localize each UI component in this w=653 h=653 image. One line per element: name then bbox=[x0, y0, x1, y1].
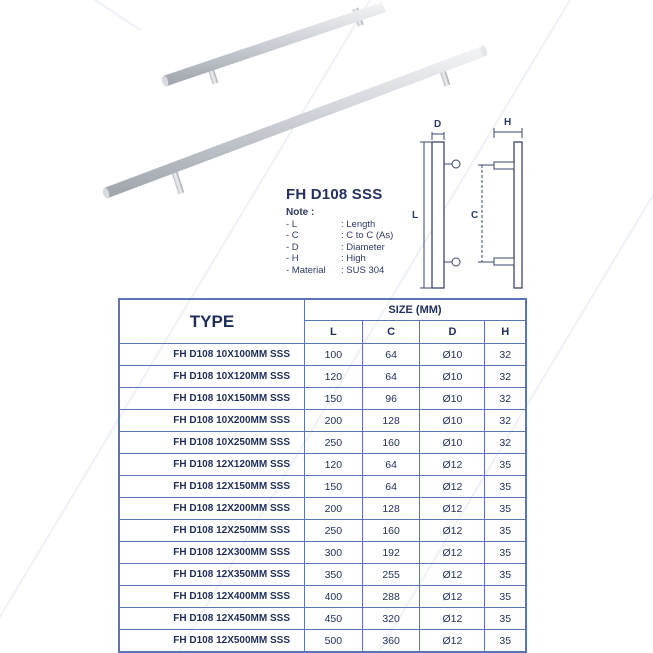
cell-d: Ø12 bbox=[420, 630, 485, 653]
cell-h: 32 bbox=[485, 410, 526, 432]
cell-h: 32 bbox=[485, 432, 526, 454]
table-row bbox=[119, 410, 526, 432]
cell-h: 32 bbox=[485, 388, 526, 410]
column-header-l: L bbox=[305, 321, 363, 344]
note-row bbox=[286, 265, 393, 277]
note-row bbox=[286, 242, 393, 254]
cell-h: 35 bbox=[485, 586, 526, 608]
cell-h: 32 bbox=[485, 344, 526, 366]
cell-c: 128 bbox=[362, 498, 420, 520]
note-row bbox=[286, 253, 393, 265]
table-row bbox=[119, 542, 526, 564]
cell-c: 64 bbox=[362, 454, 420, 476]
cell-d: Ø12 bbox=[420, 476, 485, 498]
cell-d: Ø12 bbox=[420, 608, 485, 630]
cell-l: 250 bbox=[305, 432, 363, 454]
handle-small bbox=[160, 2, 386, 87]
cell-h: 35 bbox=[485, 564, 526, 586]
cell-l: 150 bbox=[305, 476, 363, 498]
note-key: - Material bbox=[286, 264, 326, 276]
cell-c: 360 bbox=[362, 630, 420, 653]
table-row bbox=[119, 586, 526, 608]
column-header-c: C bbox=[362, 321, 420, 344]
cell-d: Ø10 bbox=[420, 366, 485, 388]
cell-l: 300 bbox=[305, 542, 363, 564]
cell-type: FH D108 12X350MM SSS bbox=[119, 564, 305, 586]
note-value: : C to C (As) bbox=[341, 230, 394, 241]
notes-heading: Note : bbox=[286, 207, 315, 218]
cell-c: 128 bbox=[362, 410, 420, 432]
cell-d: Ø12 bbox=[420, 586, 485, 608]
cell-c: 64 bbox=[362, 344, 420, 366]
cell-h: 35 bbox=[485, 608, 526, 630]
cell-type: FH D108 10X150MM SSS bbox=[119, 388, 305, 410]
cell-type: FH D108 12X400MM SSS bbox=[119, 586, 305, 608]
cell-c: 96 bbox=[362, 388, 420, 410]
cell-h: 35 bbox=[485, 476, 526, 498]
size-header: SIZE (MM) bbox=[305, 299, 527, 321]
column-header-d: D bbox=[420, 321, 485, 344]
cell-type: FH D108 10X250MM SSS bbox=[119, 432, 305, 454]
cell-h: 35 bbox=[485, 542, 526, 564]
cell-type: FH D108 12X450MM SSS bbox=[119, 608, 305, 630]
table-body bbox=[119, 344, 526, 653]
table-row bbox=[119, 454, 526, 476]
type-header: TYPE bbox=[119, 299, 305, 344]
cell-c: 320 bbox=[362, 608, 420, 630]
cell-d: Ø12 bbox=[420, 520, 485, 542]
cell-d: Ø12 bbox=[420, 542, 485, 564]
cell-c: 64 bbox=[362, 476, 420, 498]
cell-c: 192 bbox=[362, 542, 420, 564]
table-row bbox=[119, 498, 526, 520]
cell-l: 450 bbox=[305, 608, 363, 630]
table-row bbox=[119, 608, 526, 630]
diagram-label-l: L bbox=[412, 210, 419, 221]
cell-l: 350 bbox=[305, 564, 363, 586]
cell-d: Ø10 bbox=[420, 344, 485, 366]
product-notes bbox=[286, 207, 393, 276]
note-key: - L bbox=[286, 218, 298, 230]
diagram-label-d: D bbox=[434, 119, 442, 130]
table-row bbox=[119, 630, 526, 653]
cell-h: 35 bbox=[485, 630, 526, 653]
cell-type: FH D108 10X200MM SSS bbox=[119, 410, 305, 432]
note-value: : High bbox=[341, 253, 366, 264]
cell-h: 35 bbox=[485, 454, 526, 476]
column-header-h: H bbox=[485, 321, 526, 344]
cell-l: 500 bbox=[305, 630, 363, 653]
cell-h: 32 bbox=[485, 366, 526, 388]
cell-c: 255 bbox=[362, 564, 420, 586]
note-key: - H bbox=[286, 253, 299, 264]
cell-c: 160 bbox=[362, 432, 420, 454]
cell-d: Ø10 bbox=[420, 388, 485, 410]
cell-type: FH D108 12X250MM SSS bbox=[119, 520, 305, 542]
size-table bbox=[118, 298, 527, 653]
cell-d: Ø10 bbox=[420, 432, 485, 454]
cell-l: 100 bbox=[305, 344, 363, 366]
cell-l: 250 bbox=[305, 520, 363, 542]
cell-h: 35 bbox=[485, 498, 526, 520]
table-row bbox=[119, 344, 526, 366]
cell-l: 200 bbox=[305, 410, 363, 432]
cell-c: 288 bbox=[362, 586, 420, 608]
table-row bbox=[119, 476, 526, 498]
cell-type: FH D108 12X300MM SSS bbox=[119, 542, 305, 564]
cell-d: Ø12 bbox=[420, 564, 485, 586]
cell-l: 120 bbox=[305, 454, 363, 476]
table-row bbox=[119, 432, 526, 454]
table-row bbox=[119, 366, 526, 388]
table-row bbox=[119, 520, 526, 542]
note-value: : Diameter bbox=[341, 241, 385, 253]
note-value: : Length bbox=[341, 218, 376, 230]
cell-type: FH D108 12X120MM SSS bbox=[119, 454, 305, 476]
diagram-label-h: H bbox=[504, 117, 512, 128]
cell-d: Ø12 bbox=[420, 454, 485, 476]
cell-h: 35 bbox=[485, 520, 526, 542]
note-value: : SUS 304 bbox=[341, 264, 385, 276]
cell-l: 120 bbox=[305, 366, 363, 388]
cell-c: 160 bbox=[362, 520, 420, 542]
cell-type: FH D108 10X100MM SSS bbox=[119, 344, 305, 366]
cell-type: FH D108 12X150MM SSS bbox=[119, 476, 305, 498]
note-row bbox=[286, 230, 393, 242]
diagram-label-c: C bbox=[471, 210, 479, 221]
table-row bbox=[119, 388, 526, 410]
table-row bbox=[119, 564, 526, 586]
cell-l: 150 bbox=[305, 388, 363, 410]
cell-type: FH D108 12X200MM SSS bbox=[119, 498, 305, 520]
note-key: - D bbox=[286, 241, 299, 253]
cell-type: FH D108 10X120MM SSS bbox=[119, 366, 305, 388]
cell-d: Ø12 bbox=[420, 498, 485, 520]
note-key: - C bbox=[286, 230, 299, 241]
cell-l: 400 bbox=[305, 586, 363, 608]
note-row bbox=[286, 219, 393, 231]
cell-d: Ø10 bbox=[420, 410, 485, 432]
product-title: FH D108 SSS bbox=[286, 186, 383, 203]
dimension-diagram bbox=[410, 112, 530, 292]
cell-l: 200 bbox=[305, 498, 363, 520]
cell-type: FH D108 12X500MM SSS bbox=[119, 630, 305, 653]
cell-c: 64 bbox=[362, 366, 420, 388]
